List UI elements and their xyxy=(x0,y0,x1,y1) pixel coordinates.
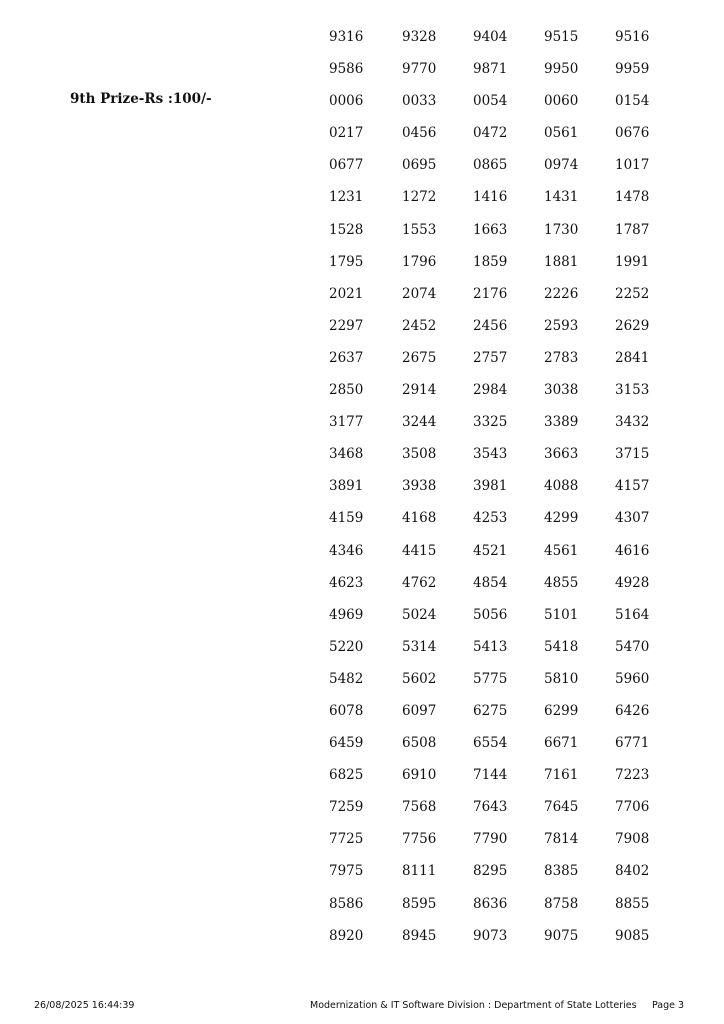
ticket-number: 1017 xyxy=(615,157,650,174)
ticket-number: 0006 xyxy=(329,93,364,110)
ticket-number: 9959 xyxy=(615,61,650,78)
ticket-number: 5470 xyxy=(615,638,650,655)
ticket-number: 6671 xyxy=(544,735,579,752)
ticket-number: 2984 xyxy=(473,382,508,399)
ticket-number: 6459 xyxy=(329,735,364,752)
ticket-number: 2850 xyxy=(329,382,364,399)
ticket-number: 2914 xyxy=(402,382,437,399)
ticket-number: 2452 xyxy=(402,317,437,334)
ticket-number: 4969 xyxy=(329,606,364,623)
ticket-number: 9328 xyxy=(402,29,437,45)
ticket-number: 9871 xyxy=(473,61,508,78)
ticket-number: 5482 xyxy=(329,670,364,687)
ticket-number: 6426 xyxy=(615,702,650,719)
ticket-number: 3244 xyxy=(402,414,437,431)
ticket-number: 2297 xyxy=(329,317,364,334)
ticket-number: 7975 xyxy=(329,863,364,880)
ticket-number: 7706 xyxy=(615,799,650,816)
ticket-number: 4157 xyxy=(615,478,650,495)
ticket-number: 0154 xyxy=(615,93,650,110)
ticket-number: 4762 xyxy=(402,574,437,591)
ticket-number: 5220 xyxy=(329,638,364,655)
ticket-number: 7645 xyxy=(544,799,579,816)
ticket-number: 5602 xyxy=(402,670,437,687)
ticket-number: 4253 xyxy=(473,510,508,527)
ticket-number: 9404 xyxy=(473,29,508,45)
ticket-number: 2675 xyxy=(402,349,437,366)
ticket-number: 6097 xyxy=(402,702,437,719)
ticket-number: 4159 xyxy=(329,510,364,527)
ticket-number: 8855 xyxy=(615,895,650,912)
footer-page-number: Page 3 xyxy=(652,1000,685,1011)
ticket-number: 3177 xyxy=(329,414,364,431)
ticket-number: 8586 xyxy=(329,895,364,912)
ticket-number: 1231 xyxy=(329,189,364,206)
ticket-number: 8636 xyxy=(473,895,508,912)
ticket-number: 1787 xyxy=(615,221,650,238)
ticket-number: 0974 xyxy=(544,157,579,174)
ticket-number: 3543 xyxy=(473,446,508,463)
ticket-number: 1431 xyxy=(544,189,579,206)
ticket-number: 5164 xyxy=(615,606,650,623)
ticket-number: 3891 xyxy=(329,478,364,495)
ticket-number: 9073 xyxy=(473,927,508,944)
ticket-number: 1881 xyxy=(544,253,579,270)
ticket-number: 6508 xyxy=(402,735,437,752)
ticket-number: 4561 xyxy=(544,542,579,559)
ticket-number: 0217 xyxy=(329,125,364,142)
ticket-number: 4168 xyxy=(402,510,437,527)
ticket-number: 0060 xyxy=(544,93,579,110)
ticket-number: 1991 xyxy=(615,253,650,270)
ticket-number: 5810 xyxy=(544,670,579,687)
ticket-number: 1730 xyxy=(544,221,579,238)
ticket-number: 7144 xyxy=(473,767,508,784)
ticket-number: 2252 xyxy=(615,285,650,302)
ticket-number: 5314 xyxy=(402,638,437,655)
ticket-number: 6771 xyxy=(615,735,650,752)
ticket-number: 0676 xyxy=(615,125,650,142)
ticket-number: 4521 xyxy=(473,542,508,559)
ticket-number: 8295 xyxy=(473,863,508,880)
ticket-number: 4928 xyxy=(615,574,650,591)
ticket-number: 7756 xyxy=(402,831,437,848)
ticket-number: 3981 xyxy=(473,478,508,495)
ticket-number: 0865 xyxy=(473,157,508,174)
ticket-number: 1795 xyxy=(329,253,364,270)
ticket-number: 2841 xyxy=(615,349,650,366)
ticket-number: 3663 xyxy=(544,446,579,463)
ticket-number: 5418 xyxy=(544,638,579,655)
ticket-number: 3389 xyxy=(544,414,579,431)
ticket-number: 5056 xyxy=(473,606,508,623)
ticket-number: 9950 xyxy=(544,61,579,78)
ticket-number: 9316 xyxy=(329,29,364,45)
ticket-number: 0561 xyxy=(544,125,579,142)
ticket-number: 8920 xyxy=(329,927,364,944)
ticket-number: 4088 xyxy=(544,478,579,495)
winning-numbers-grid xyxy=(329,27,675,958)
ticket-number: 0472 xyxy=(473,125,508,142)
ticket-number: 5775 xyxy=(473,670,508,687)
ticket-number: 6825 xyxy=(329,767,364,784)
ticket-number: 8385 xyxy=(544,863,579,880)
ticket-number: 6910 xyxy=(402,767,437,784)
ticket-number: 8945 xyxy=(402,927,437,944)
footer-datetime: 26/08/2025 16:44:39 xyxy=(34,1000,135,1011)
ticket-number: 3715 xyxy=(615,446,650,463)
ticket-number: 2226 xyxy=(544,285,579,302)
ticket-number: 4616 xyxy=(615,542,650,559)
ticket-number: 2783 xyxy=(544,349,579,366)
ticket-number: 4623 xyxy=(329,574,364,591)
ticket-number: 8402 xyxy=(615,863,650,880)
footer-organization: Modernization & IT Software Division : Department of State Lotteries xyxy=(310,1000,637,1011)
ticket-number: 3038 xyxy=(544,382,579,399)
ticket-number: 7223 xyxy=(615,767,650,784)
ticket-number: 2074 xyxy=(402,285,437,302)
ticket-number: 7568 xyxy=(402,799,437,816)
ticket-number: 1272 xyxy=(402,189,437,206)
ticket-number: 4854 xyxy=(473,574,508,591)
ticket-number: 1478 xyxy=(615,189,650,206)
ticket-number: 7908 xyxy=(615,831,650,848)
ticket-number: 2021 xyxy=(329,285,364,302)
ticket-number: 9770 xyxy=(402,61,437,78)
ticket-number: 5960 xyxy=(615,670,650,687)
ticket-number: 0677 xyxy=(329,157,364,174)
ticket-number: 1859 xyxy=(473,253,508,270)
ticket-number: 1663 xyxy=(473,221,508,238)
ticket-number: 4855 xyxy=(544,574,579,591)
ticket-number: 7725 xyxy=(329,831,364,848)
ticket-number: 9085 xyxy=(615,927,650,944)
ticket-number: 5024 xyxy=(402,606,437,623)
ticket-number: 6554 xyxy=(473,735,508,752)
ticket-number: 6299 xyxy=(544,702,579,719)
ticket-number: 2757 xyxy=(473,349,508,366)
ticket-number: 3325 xyxy=(473,414,508,431)
ticket-number: 2629 xyxy=(615,317,650,334)
ticket-number: 9075 xyxy=(544,927,579,944)
ticket-number: 1796 xyxy=(402,253,437,270)
ticket-number: 2176 xyxy=(473,285,508,302)
ticket-number: 5101 xyxy=(544,606,579,623)
ticket-number: 1553 xyxy=(402,221,437,238)
ticket-number: 5413 xyxy=(473,638,508,655)
ticket-number: 3153 xyxy=(615,382,650,399)
ticket-number: 4415 xyxy=(402,542,437,559)
ticket-number: 0054 xyxy=(473,93,508,110)
ticket-number: 2456 xyxy=(473,317,508,334)
ticket-number: 8111 xyxy=(402,863,437,880)
ticket-number: 7790 xyxy=(473,831,508,848)
ticket-number: 1528 xyxy=(329,221,364,238)
ticket-number: 7161 xyxy=(544,767,579,784)
ticket-number: 9516 xyxy=(615,29,650,45)
prize-label: 9th Prize-Rs :100/- xyxy=(70,91,212,107)
ticket-number: 2593 xyxy=(544,317,579,334)
ticket-number: 9586 xyxy=(329,61,364,78)
ticket-number: 3508 xyxy=(402,446,437,463)
ticket-number: 9515 xyxy=(544,29,579,45)
ticket-number: 0033 xyxy=(402,93,437,110)
ticket-number: 6275 xyxy=(473,702,508,719)
ticket-number: 0695 xyxy=(402,157,437,174)
ticket-number: 1416 xyxy=(473,189,508,206)
ticket-number: 8758 xyxy=(544,895,579,912)
ticket-number: 4346 xyxy=(329,542,364,559)
ticket-number: 2637 xyxy=(329,349,364,366)
ticket-number: 7814 xyxy=(544,831,579,848)
ticket-number: 3938 xyxy=(402,478,437,495)
ticket-number: 0456 xyxy=(402,125,437,142)
ticket-number: 6078 xyxy=(329,702,364,719)
ticket-number: 8595 xyxy=(402,895,437,912)
ticket-number: 7643 xyxy=(473,799,508,816)
ticket-number: 3468 xyxy=(329,446,364,463)
ticket-number: 3432 xyxy=(615,414,650,431)
ticket-number: 4307 xyxy=(615,510,650,527)
ticket-number: 7259 xyxy=(329,799,364,816)
ticket-number: 4299 xyxy=(544,510,579,527)
